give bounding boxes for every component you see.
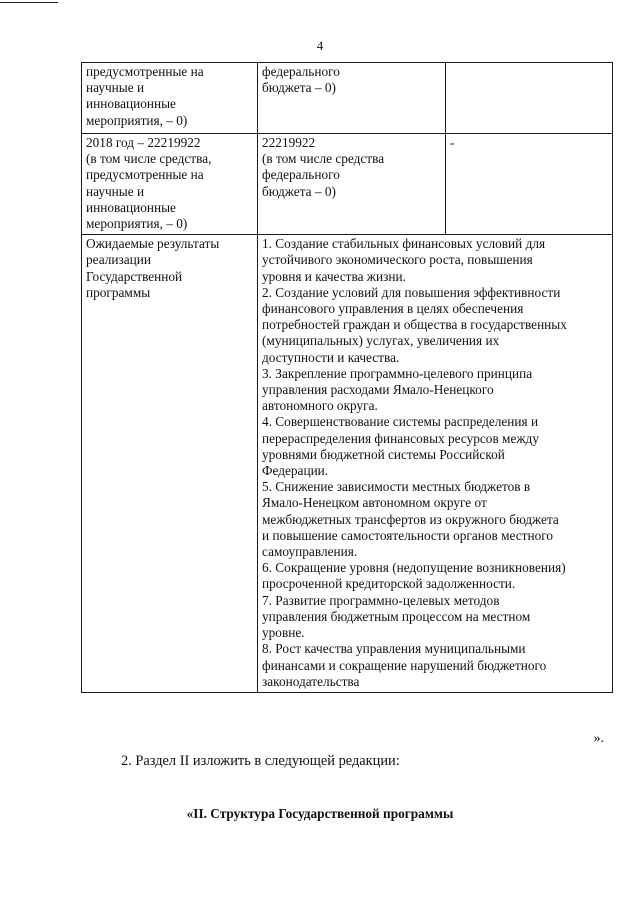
cell-line: уровня и качества жизни. [262,268,406,284]
cell-line: бюджета – 0) [262,80,336,96]
table-cell [82,63,258,134]
cell-line: 7. Развитие программно-целевых методов [262,592,500,608]
cell-line: Ожидаемые результаты [86,236,220,252]
closing-quote: ». [593,731,604,746]
cell-line: предусмотренные на [86,64,204,79]
cell-line: 4. Совершенствование системы распределения и [262,414,539,430]
cell-line: 6. Сокращение уровня (недопущение возникновения) [262,560,566,576]
cell-line: научные и [86,80,145,96]
cell-line: просроченной кредиторской задолженности. [262,576,516,592]
cell-line: Ямало-Ненецком автономном округе от [262,495,487,511]
table-cell [258,134,446,235]
table-cell [82,134,258,235]
cell-line: управления расходами Ямало-Ненецкого [262,382,494,398]
cell-line: реализации [86,252,151,268]
top-rule [0,2,58,3]
program-passport-table [81,62,613,693]
cell-line: перераспределения финансовых ресурсов между [262,430,539,446]
cell-line: инновационные [86,199,176,215]
cell-line: доступности и качества. [262,349,400,365]
cell-line: - [450,135,455,150]
cell-line: 22219922 [262,135,316,150]
cell-line: 8. Рост качества управления муниципальными [262,641,526,657]
table-row [82,134,613,235]
cell-line: 2018 год – 22219922 [86,135,201,150]
cell-line: Федерации. [262,463,329,479]
cell-line: инновационные [86,96,176,112]
cell-line: 1. Создание стабильных финансовых условий для [262,236,546,252]
cell-line: уровнями бюджетной системы Российской [262,446,505,462]
table-row [82,235,613,693]
cell-line: финансами и сокращение нарушений бюджетного [262,657,547,673]
cell-line: предусмотренные на [86,167,204,183]
cell-line: законодательства [262,673,360,689]
cell-line: 3. Закрепление программно-целевого принципа [262,365,533,381]
section-instruction: 2. Раздел II изложить в следующей редакции: [121,753,400,769]
cell-line: самоуправления. [262,544,358,560]
table-cell [446,134,613,235]
table-cell [446,63,613,134]
cell-line: (муниципальных) услугах, увеличения их [262,333,500,349]
cell-line: межбюджетных трансфертов из окружного бюджета [262,511,559,527]
cell-line: мероприятия, – 0) [86,112,188,128]
cell-line: (в том числе средства [262,151,385,167]
cell-line: и повышение самостоятельности органов местного [262,527,553,543]
cell-line: 2. Создание условий для повышения эффективности [262,284,561,300]
cell-line: потребностей граждан и общества в государственных [262,317,567,333]
cell-line: бюджета – 0) [262,183,336,199]
cell-line: (в том числе средства, [86,151,212,167]
cell-line: финансового управления в целях обеспечения [262,301,524,317]
page-number: 4 [316,38,324,53]
cell-line: автономного округа. [262,398,378,414]
table-cell [82,235,258,693]
cell-line: научные и [86,183,145,199]
cell-line: управления бюджетным процессом на местном [262,608,531,624]
cell-line: уровне. [262,625,305,641]
cell-line: мероприятия, – 0) [86,216,188,232]
cell-line: устойчивого экономического роста, повышения [262,252,533,268]
cell-line: федерального [262,167,340,183]
cell-line: 5. Снижение зависимости местных бюджетов в [262,479,531,495]
cell-line: Государственной [86,268,183,284]
cell-line: программы [86,284,151,300]
cell-line: федерального [262,64,340,79]
table-row [82,63,613,134]
table-cell [258,63,446,134]
expected-results-cell [258,235,613,693]
section-heading: «II. Структура Государственной программы [186,806,454,821]
